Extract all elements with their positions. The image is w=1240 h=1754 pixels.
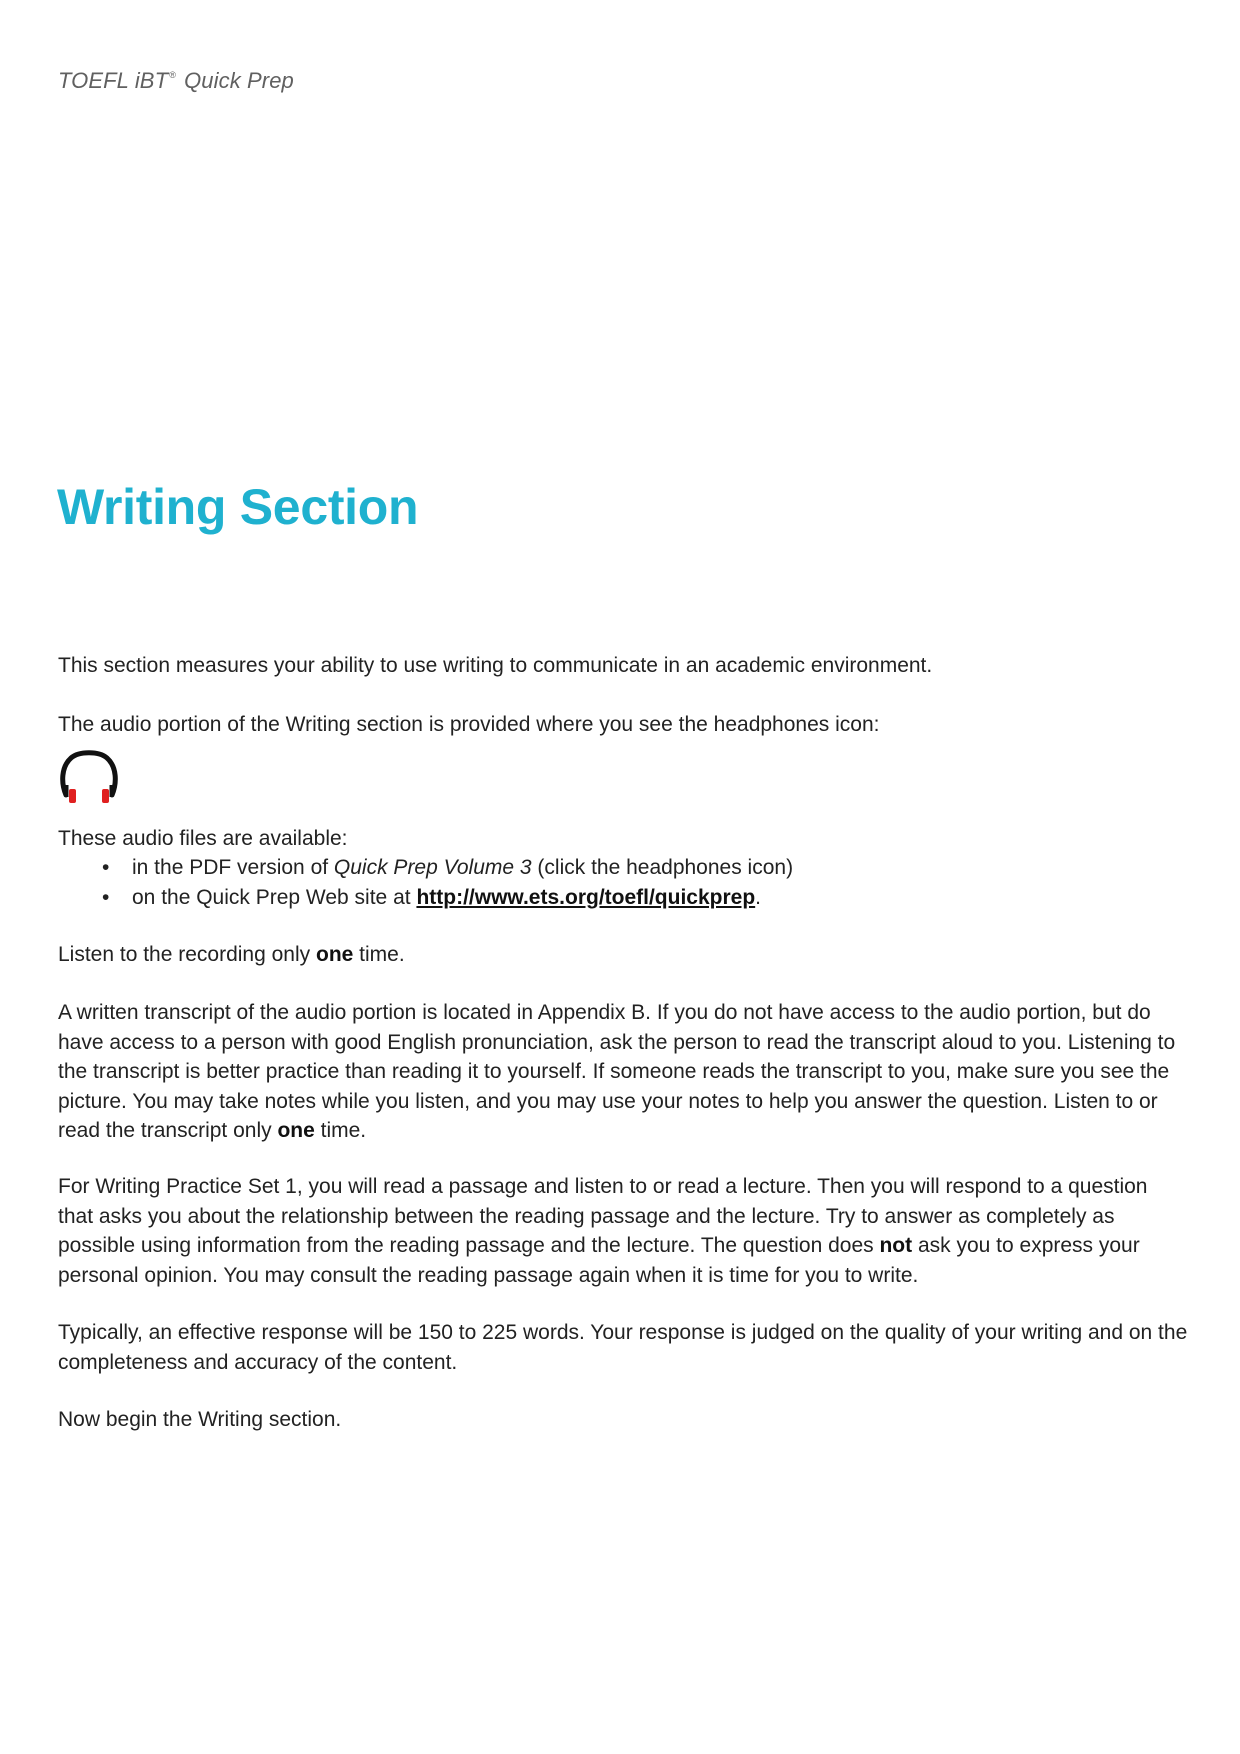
- practice-set-paragraph: For Writing Practice Set 1, you will read a passage and listen to or read a lecture. Then you will respond to a question that asks you about the relationship between the reading passage and the lecture. Try to answer as completely as possible using information from the reading passage and the lecture. The question does not ask you to express your personal opinion. You may consult the reading passage again when it is time for you to write.: [58, 1175, 1148, 1287]
- running-title-suffix: Quick Prep: [184, 68, 294, 93]
- emphasis-one: one: [277, 1119, 315, 1142]
- registered-mark: ®: [169, 70, 176, 80]
- bullet-icon: •: [102, 885, 110, 909]
- list-item: • in the PDF version of Quick Prep Volume 3 (click the headphones icon): [58, 853, 793, 883]
- running-title-prefix: TOEFL iBT: [58, 68, 169, 93]
- files-available-label: These audio files are available:: [58, 827, 348, 850]
- emphasis-not: not: [879, 1234, 913, 1257]
- list-item: • on the Quick Prep Web site at http://www.ets.org/toefl/quickprep.: [58, 883, 793, 913]
- bullet-icon: •: [102, 856, 110, 879]
- volume-title: Quick Prep Volume 3: [333, 856, 532, 879]
- begin-paragraph: Now begin the Writing section.: [58, 1408, 342, 1431]
- audio-note-paragraph: The audio portion of the Writing section is provided where you see the headphones icon:: [58, 713, 880, 736]
- headphones-icon[interactable]: [57, 745, 121, 809]
- section-title: Writing Section: [57, 479, 419, 535]
- running-header: [58, 68, 294, 94]
- listen-once-paragraph: Listen to the recording only one time.: [58, 943, 405, 966]
- word-count-paragraph: Typically, an effective response will be 150 to 225 words. Your response is judged on the quality of your writing and on the completeness and accuracy of the content.: [58, 1321, 1188, 1374]
- audio-sources-list: [58, 853, 793, 912]
- quickprep-link[interactable]: http://www.ets.org/toefl/quickprep: [416, 885, 756, 909]
- intro-paragraph: This section measures your ability to use writing to communicate in an academic environment.: [58, 654, 933, 677]
- emphasis-one: one: [316, 943, 354, 966]
- transcript-paragraph: A written transcript of the audio portion is located in Appendix B. If you do not have access to the audio portion, but do have access to a person with good English pronunciation, ask the person to read the transcript aloud to you. Listening to the transcript is better practice than reading it to yourself. If someone reads the transcript to you, make sure you see the picture. You may take notes while you listen, and you may use your notes to help you answer the question. Listen to or read the transcript only one time.: [58, 1001, 1176, 1142]
